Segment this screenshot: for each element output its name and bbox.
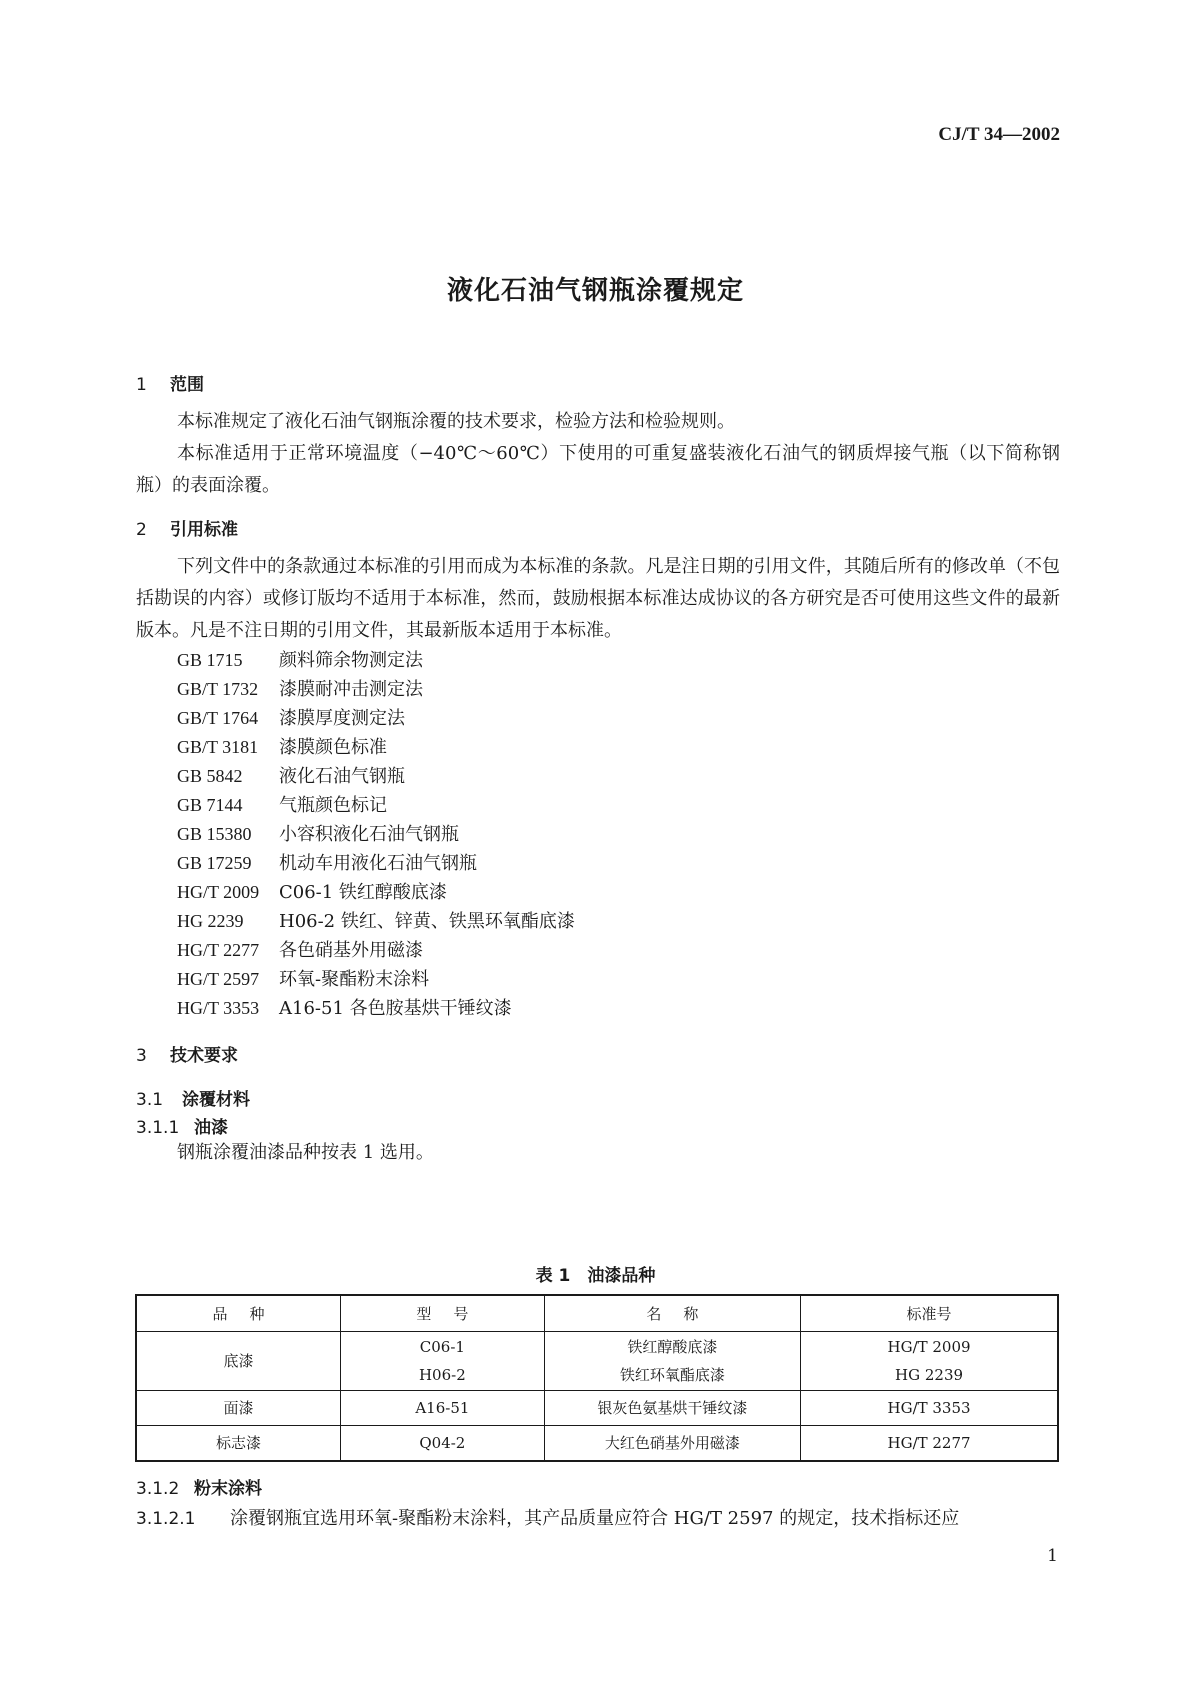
section-2-heading [136,515,238,540]
table-row [136,1426,1058,1462]
table-row [136,1332,1058,1391]
section-number: 3.1.2 [136,1479,180,1499]
reference-name: 环氧-聚酯粉末涂料 [279,969,430,990]
section-3-heading [136,1041,238,1066]
column-header: 名称 [544,1295,800,1332]
reference-code: GB 7144 [177,795,243,815]
reference-code: HG 2239 [177,911,244,931]
cell-std [801,1332,1058,1391]
section-1-heading [136,370,204,395]
clause-3-1-2-1 [136,1504,1066,1530]
cell-kind: 标志漆 [136,1426,341,1462]
section-number: 3 [136,1046,147,1066]
reference-name: 漆膜耐冲击测定法 [279,679,423,700]
cell-line: 铁红醇酸底漆 [627,1338,718,1356]
paragraph: 钢瓶涂覆油漆品种按表 1 选用。 [177,1142,434,1163]
cell-kind: 底漆 [136,1332,341,1391]
reference-code: GB 5842 [177,766,243,786]
reference-name: 颜料筛余物测定法 [279,650,423,671]
section-title: 粉末涂料 [194,1479,262,1499]
table-row [136,1391,1058,1426]
reference-item [177,965,429,991]
reference-name: 液化石油气钢瓶 [279,766,405,787]
reference-name: H06-2 铁红、锌黄、铁黑环氧酯底漆 [279,911,575,932]
cell-line: 铁红环氧酯底漆 [619,1366,725,1384]
table-header-row [136,1295,1058,1332]
section-title: 引用标准 [170,520,238,540]
section-title: 范围 [170,375,204,395]
reference-name: 漆膜颜色标准 [279,737,387,758]
section-3-1-1-heading [136,1113,228,1138]
reference-item [177,762,405,788]
cell-std: HG/T 2277 [801,1426,1058,1462]
cell-model: Q04-2 [341,1426,545,1462]
reference-code: HG/T 2009 [177,882,260,902]
reference-item [177,907,575,933]
reference-item [177,646,423,672]
section-3-1-2-heading [136,1474,262,1499]
column-header: 型号 [341,1295,545,1332]
reference-code: HG/T 2277 [177,940,260,960]
document-title: 液化石油气钢瓶涂覆规定 [446,276,744,306]
reference-code: GB 1715 [177,650,243,670]
cell-line: HG/T 2009 [887,1338,971,1356]
reference-name: 小容积液化石油气钢瓶 [279,824,459,845]
reference-name: 漆膜厚度测定法 [279,708,405,729]
cell-line: C06-1 [419,1338,465,1356]
column-header: 品种 [136,1295,341,1332]
cell-name: 银灰色氨基烘干锤纹漆 [544,1391,800,1426]
section-3-1-heading [136,1085,250,1110]
reference-name: C06-1 铁红醇酸底漆 [279,882,447,903]
paragraph: 本标准适用于正常环境温度（−40℃～60℃）下使用的可重复盛装液化石油气的钢质焊接气瓶（以下简称钢瓶）的表面涂覆。 [136,443,1060,496]
reference-code: GB/T 3181 [177,737,259,757]
cell-model: A16-51 [341,1391,545,1426]
reference-name: 气瓶颜色标记 [279,795,387,816]
reference-code: GB 17259 [177,853,252,873]
reference-name: 机动车用液化石油气钢瓶 [279,853,477,874]
column-header: 标准号 [801,1295,1058,1332]
reference-code: HG/T 2597 [177,969,260,989]
section-number: 3.1.1 [136,1118,180,1138]
section-number: 2 [136,520,147,540]
clause-number: 3.1.2.1 [136,1509,196,1529]
paint-types-table [135,1294,1059,1462]
cell-name [544,1332,800,1391]
standard-code: CJ/T 34—2002 [938,124,1060,145]
cell-std: HG/T 3353 [801,1391,1058,1426]
reference-item [177,704,405,730]
clause-text: 涂覆钢瓶宜选用环氧-聚酯粉末涂料，其产品质量应符合 HG/T 2597 的规定，技术指标还应 [230,1508,960,1529]
reference-item [177,878,447,904]
paragraph: 下列文件中的条款通过本标准的引用而成为本标准的条款。凡是注日期的引用文件，其随后所有的修改单（不包括勘误的内容）或修订版均不适用于本标准，然而，鼓励根据本标准达成协议的各方研究是否可使用这些文件的最新版本。凡是不注日期的引用文件，其最新版本适用于本标准。 [136,556,1060,641]
paragraph: 本标准规定了液化石油气钢瓶涂覆的技术要求，检验方法和检验规则。 [177,411,735,432]
section-number: 1 [136,375,147,395]
reference-item [177,994,512,1020]
section-title: 涂覆材料 [182,1090,250,1110]
cell-kind: 面漆 [136,1391,341,1426]
reference-code: HG/T 3353 [177,998,260,1018]
page-number: 1 [1047,1546,1058,1566]
cell-name: 大红色硝基外用磁漆 [544,1426,800,1462]
table-caption: 表 1 油漆品种 [535,1266,656,1286]
reference-item [177,675,423,701]
cell-model [341,1332,545,1391]
section-title: 油漆 [194,1118,228,1138]
cell-line: HG 2239 [895,1366,964,1384]
reference-code: GB 15380 [177,824,252,844]
reference-code: GB/T 1732 [177,679,259,699]
reference-item [177,936,423,962]
reference-name: A16-51 各色胺基烘干锤纹漆 [279,998,512,1019]
reference-name: 各色硝基外用磁漆 [279,940,423,961]
reference-code: GB/T 1764 [177,708,259,728]
reference-item [177,849,477,875]
section-title: 技术要求 [170,1046,238,1066]
reference-item [177,820,459,846]
reference-item [177,791,387,817]
reference-item [177,733,387,759]
cell-line: H06-2 [418,1366,466,1384]
section-number: 3.1 [136,1090,164,1110]
